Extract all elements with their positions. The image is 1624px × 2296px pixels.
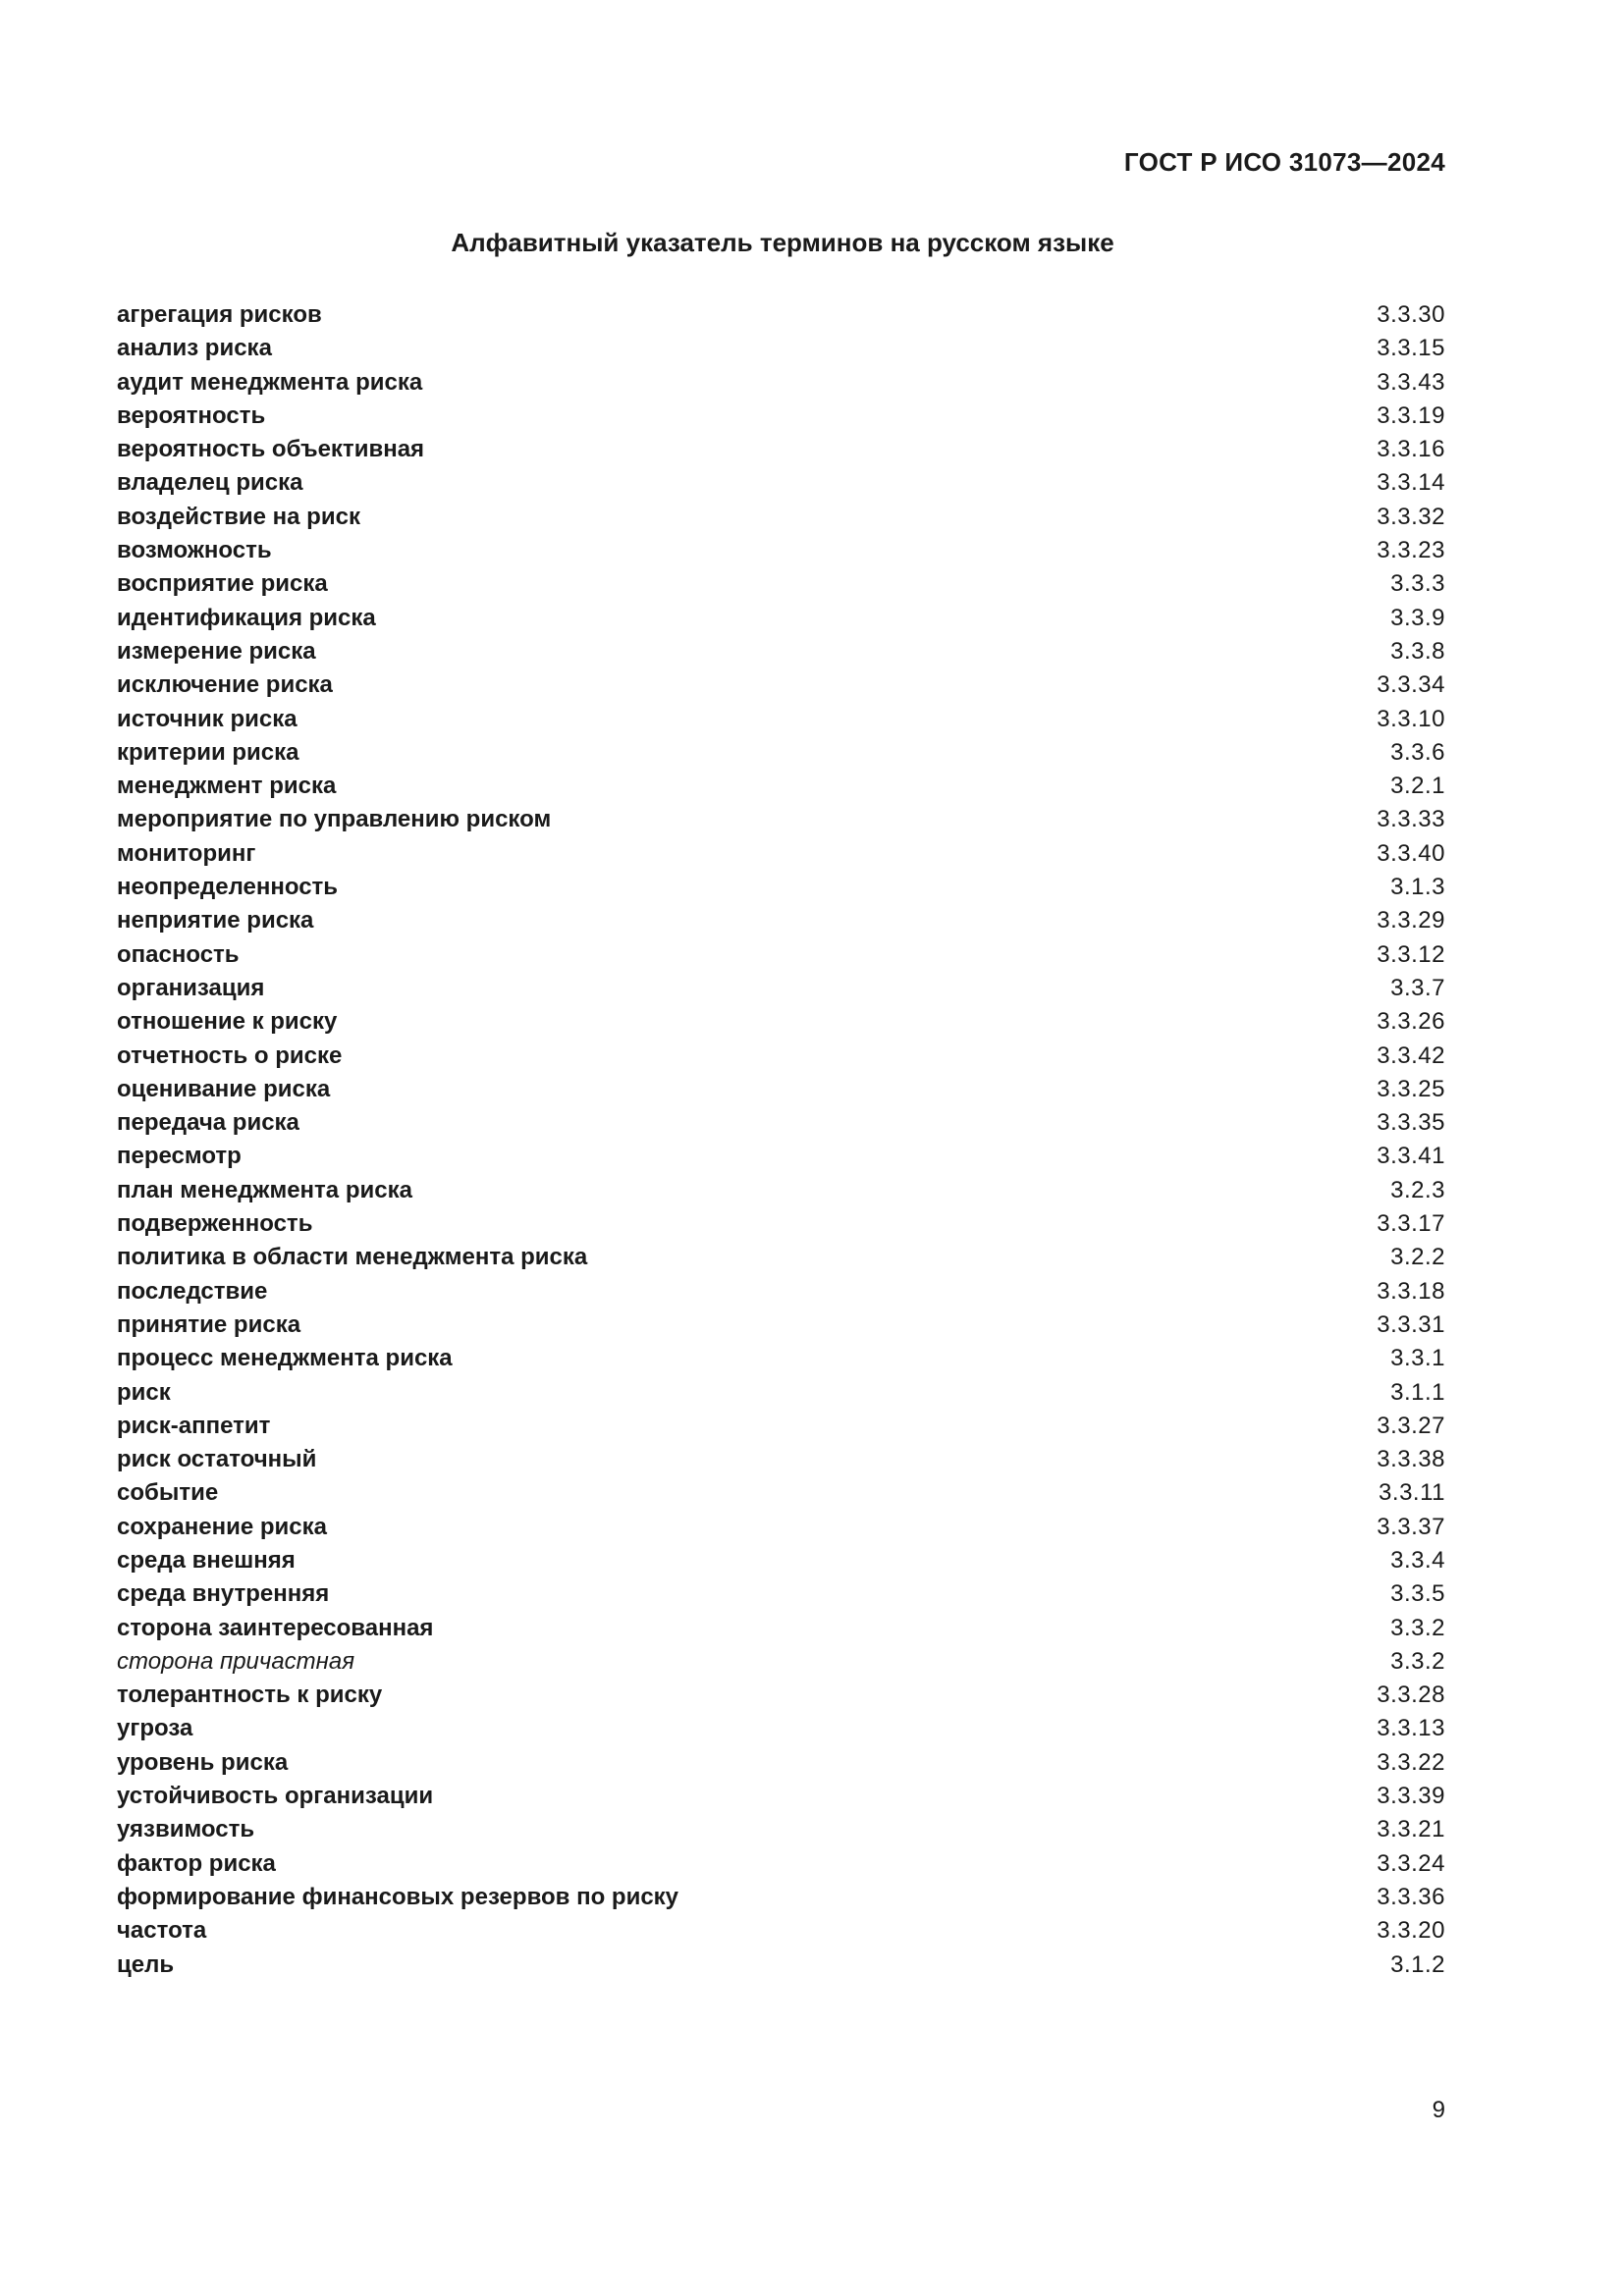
index-entry bbox=[117, 1342, 1445, 1375]
index-entry bbox=[117, 332, 1445, 365]
index-reference: 3.3.35 bbox=[1377, 1109, 1445, 1137]
index-term: передача риска bbox=[117, 1109, 299, 1137]
index-term: измерение риска bbox=[117, 637, 316, 665]
index-term: критерии риска bbox=[117, 738, 299, 766]
index-term: процесс менеджмента риска bbox=[117, 1345, 453, 1372]
index-entry bbox=[117, 770, 1445, 803]
index-entry bbox=[117, 1645, 1445, 1679]
index-entry bbox=[117, 1949, 1445, 1982]
index-entry bbox=[117, 938, 1445, 972]
index-term: неприятие риска bbox=[117, 907, 314, 934]
index-entry bbox=[117, 1275, 1445, 1308]
index-term: сохранение риска bbox=[117, 1513, 327, 1540]
index-reference: 3.3.41 bbox=[1377, 1143, 1445, 1170]
index-term: сторона заинтересованная bbox=[117, 1614, 434, 1641]
index-entry bbox=[117, 1376, 1445, 1410]
index-entry bbox=[117, 904, 1445, 937]
index-reference: 3.3.16 bbox=[1377, 436, 1445, 463]
index-entry bbox=[117, 433, 1445, 466]
index-entry bbox=[117, 1005, 1445, 1039]
index-entry bbox=[117, 1140, 1445, 1173]
index-term: идентификация риска bbox=[117, 604, 376, 631]
index-term: цель bbox=[117, 1950, 175, 1978]
index-term: организация bbox=[117, 974, 265, 1001]
index-term: риск bbox=[117, 1378, 171, 1406]
index-term: толерантность к риску bbox=[117, 1682, 383, 1709]
index-term: план менеджмента риска bbox=[117, 1176, 412, 1203]
index-term: последствие bbox=[117, 1277, 268, 1305]
index-term: исключение риска bbox=[117, 671, 333, 699]
index-term: владелец риска bbox=[117, 469, 303, 497]
index-reference: 3.3.38 bbox=[1377, 1446, 1445, 1473]
index-entry bbox=[117, 871, 1445, 904]
index-term: уровень риска bbox=[117, 1748, 289, 1776]
index-entry bbox=[117, 400, 1445, 433]
index-term: анализ риска bbox=[117, 335, 272, 362]
index-term: источник риска bbox=[117, 705, 298, 732]
index-entry bbox=[117, 1746, 1445, 1780]
index-term: риск-аппетит bbox=[117, 1412, 271, 1439]
index-reference: 3.3.34 bbox=[1377, 671, 1445, 699]
index-reference: 3.3.5 bbox=[1390, 1580, 1445, 1608]
index-entry bbox=[117, 668, 1445, 702]
index-term: устойчивость организации bbox=[117, 1783, 434, 1810]
index-reference: 3.3.20 bbox=[1377, 1917, 1445, 1945]
index-term: частота bbox=[117, 1917, 207, 1945]
index-reference: 3.3.11 bbox=[1379, 1479, 1445, 1507]
index-term: мероприятие по управлению риском bbox=[117, 806, 552, 833]
index-reference: 3.2.1 bbox=[1390, 773, 1445, 800]
index-entry bbox=[117, 1443, 1445, 1476]
index-term: неопределенность bbox=[117, 874, 339, 901]
index-entry bbox=[117, 1174, 1445, 1207]
index-term: фактор риска bbox=[117, 1849, 276, 1877]
index-term: воздействие на риск bbox=[117, 503, 360, 530]
index-entry bbox=[117, 501, 1445, 534]
document-id: ГОСТ Р ИСО 31073—2024 bbox=[1123, 147, 1445, 177]
index-entry bbox=[117, 803, 1445, 836]
index-reference: 3.3.30 bbox=[1377, 301, 1445, 328]
index-term: риск остаточный bbox=[117, 1446, 317, 1473]
index-reference: 3.3.39 bbox=[1377, 1783, 1445, 1810]
index-reference: 3.3.9 bbox=[1390, 604, 1445, 631]
index-term: сторона причастная bbox=[117, 1647, 355, 1675]
index-reference: 3.3.10 bbox=[1377, 705, 1445, 732]
index-entry bbox=[117, 1207, 1445, 1241]
index-reference: 3.3.32 bbox=[1377, 503, 1445, 530]
index-reference: 3.3.7 bbox=[1390, 974, 1445, 1001]
index-entry bbox=[117, 736, 1445, 770]
index-term: возможность bbox=[117, 537, 272, 564]
index-reference: 3.3.6 bbox=[1390, 738, 1445, 766]
index-entry bbox=[117, 298, 1445, 332]
index-reference: 3.3.12 bbox=[1377, 940, 1445, 968]
index-reference: 3.2.3 bbox=[1390, 1176, 1445, 1203]
index-reference: 3.3.33 bbox=[1377, 806, 1445, 833]
index-reference: 3.3.27 bbox=[1377, 1412, 1445, 1439]
index-reference: 3.3.15 bbox=[1377, 335, 1445, 362]
index-term: менеджмент риска bbox=[117, 773, 337, 800]
index-term: уязвимость bbox=[117, 1816, 255, 1843]
index-term: среда внутренняя bbox=[117, 1580, 330, 1608]
index-entry bbox=[117, 1780, 1445, 1813]
index-entry bbox=[117, 1511, 1445, 1544]
index-reference: 3.3.24 bbox=[1377, 1849, 1445, 1877]
index-term: аудит менеджмента риска bbox=[117, 368, 423, 396]
index-entry bbox=[117, 366, 1445, 400]
index-reference: 3.3.19 bbox=[1377, 401, 1445, 429]
index-term: восприятие риска bbox=[117, 570, 328, 598]
index-entry bbox=[117, 567, 1445, 601]
index-entry bbox=[117, 1679, 1445, 1712]
index-term: формирование финансовых резервов по риску bbox=[117, 1883, 679, 1910]
index-entry bbox=[117, 1073, 1445, 1106]
index-reference: 3.3.23 bbox=[1377, 537, 1445, 564]
index-reference: 3.3.14 bbox=[1377, 469, 1445, 497]
index-reference: 3.3.4 bbox=[1390, 1546, 1445, 1574]
index-reference: 3.3.43 bbox=[1377, 368, 1445, 396]
index-title: Алфавитный указатель терминов на русском языке bbox=[451, 228, 1114, 257]
index-reference: 3.3.29 bbox=[1377, 907, 1445, 934]
index-entry bbox=[117, 972, 1445, 1005]
index-term: угроза bbox=[117, 1715, 193, 1742]
index-reference: 3.3.21 bbox=[1377, 1816, 1445, 1843]
index-reference: 3.3.2 bbox=[1390, 1614, 1445, 1641]
index-entry bbox=[117, 1914, 1445, 1948]
index-entry bbox=[117, 466, 1445, 500]
index-reference: 3.3.18 bbox=[1377, 1277, 1445, 1305]
term-index-list bbox=[117, 298, 1445, 1982]
index-reference: 3.3.31 bbox=[1377, 1310, 1445, 1338]
index-entry bbox=[117, 534, 1445, 567]
index-term: подверженность bbox=[117, 1210, 313, 1238]
index-reference: 3.3.3 bbox=[1390, 570, 1445, 598]
index-entry bbox=[117, 1308, 1445, 1342]
index-entry bbox=[117, 1544, 1445, 1577]
index-term: агрегация рисков bbox=[117, 301, 322, 328]
index-reference: 3.1.1 bbox=[1390, 1378, 1445, 1406]
index-reference: 3.3.2 bbox=[1390, 1647, 1445, 1675]
index-term: мониторинг bbox=[117, 839, 256, 867]
index-reference: 3.3.1 bbox=[1390, 1345, 1445, 1372]
index-entry bbox=[117, 1712, 1445, 1745]
index-reference: 3.3.40 bbox=[1377, 839, 1445, 867]
index-term: отношение к риску bbox=[117, 1008, 338, 1036]
index-reference: 3.1.3 bbox=[1390, 874, 1445, 901]
index-term: пересмотр bbox=[117, 1143, 242, 1170]
index-term: оценивание риска bbox=[117, 1075, 331, 1102]
index-reference: 3.3.13 bbox=[1377, 1715, 1445, 1742]
index-term: отчетность о риске bbox=[117, 1041, 343, 1069]
index-reference: 3.3.17 bbox=[1377, 1210, 1445, 1238]
index-entry bbox=[117, 1881, 1445, 1914]
index-entry bbox=[117, 1813, 1445, 1846]
index-term: вероятность bbox=[117, 401, 266, 429]
index-reference: 3.3.8 bbox=[1390, 637, 1445, 665]
index-reference: 3.3.37 bbox=[1377, 1513, 1445, 1540]
index-entry bbox=[117, 602, 1445, 635]
index-term: принятие риска bbox=[117, 1310, 301, 1338]
index-term: опасность bbox=[117, 940, 240, 968]
index-term: среда внешняя bbox=[117, 1546, 296, 1574]
index-reference: 3.1.2 bbox=[1390, 1950, 1445, 1978]
index-reference: 3.2.2 bbox=[1390, 1244, 1445, 1271]
page-number: 9 bbox=[1432, 2097, 1445, 2123]
index-reference: 3.3.25 bbox=[1377, 1075, 1445, 1102]
index-reference: 3.3.42 bbox=[1377, 1041, 1445, 1069]
index-term: политика в области менеджмента риска bbox=[117, 1244, 588, 1271]
index-entry bbox=[117, 1847, 1445, 1881]
index-entry bbox=[117, 703, 1445, 736]
index-entry bbox=[117, 1241, 1445, 1274]
index-entry bbox=[117, 1476, 1445, 1510]
index-entry bbox=[117, 1040, 1445, 1073]
index-entry bbox=[117, 1410, 1445, 1443]
index-entry bbox=[117, 1106, 1445, 1140]
index-reference: 3.3.26 bbox=[1377, 1008, 1445, 1036]
index-entry bbox=[117, 837, 1445, 871]
index-entry bbox=[117, 635, 1445, 668]
index-reference: 3.3.28 bbox=[1377, 1682, 1445, 1709]
index-reference: 3.3.22 bbox=[1377, 1748, 1445, 1776]
index-reference: 3.3.36 bbox=[1377, 1883, 1445, 1910]
index-term: событие bbox=[117, 1479, 219, 1507]
index-entry bbox=[117, 1612, 1445, 1645]
index-term: вероятность объективная bbox=[117, 436, 425, 463]
index-entry bbox=[117, 1577, 1445, 1611]
